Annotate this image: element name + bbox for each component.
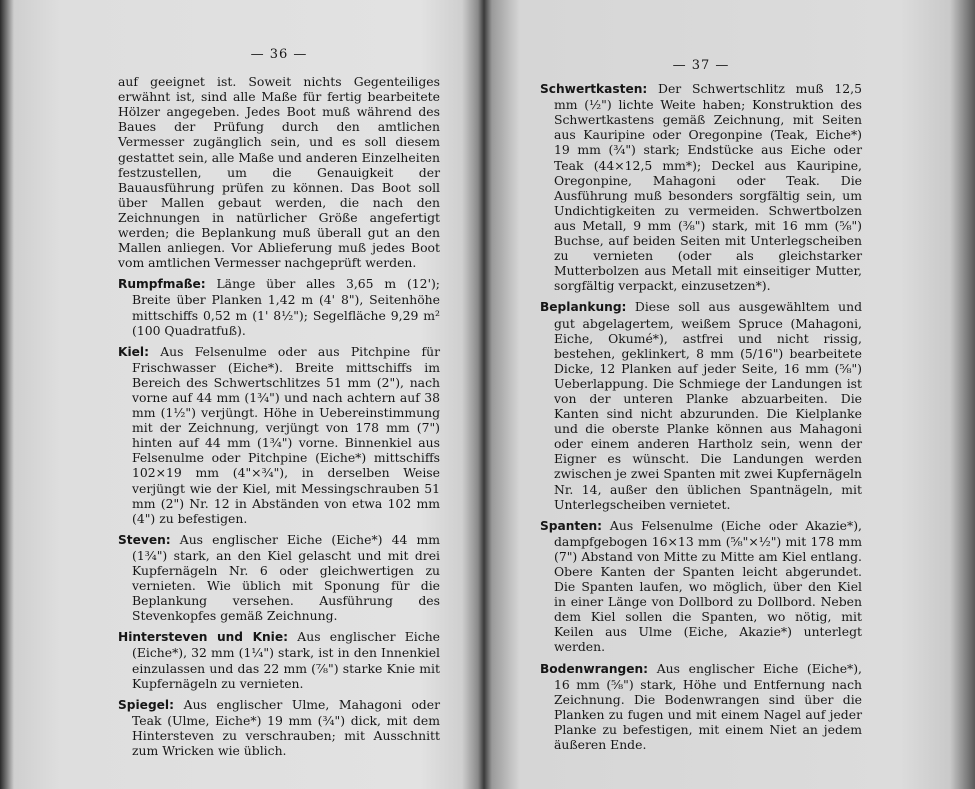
entry-rumpfmasse bbox=[118, 276, 440, 337]
entry-spiegel bbox=[118, 697, 440, 758]
entry-text: Aus englischer Eiche (Eiche*), 32 mm (1¼") stark, ist in den Innenkiel einzulassen und das 22 mm (⅞") starke Knie mit Kupfernägeln zu vernieten. bbox=[132, 629, 441, 691]
entry-heading: Steven: bbox=[118, 532, 171, 547]
entry-text: Aus englischer Eiche (Eiche*), 16 mm (⅝") stark, Höhe und Entfernung nach Zeichnung. Die Bodenwrangen sind über die Planken zu fugen und mit einem Nagel auf jeder Planke zu befestigen, mit einem Niet an jedem äußeren Ende. bbox=[554, 660, 862, 753]
entry-text: Aus englischer Eiche (Eiche*) 44 mm (1¾") stark, an den Kiel gelascht und mit drei Kupfernägeln Nr. 6 oder gleichwertigen zu vernieten. Wie üblich mit Sponung für die Beplankung versehen. Ausführung des Stevenkopfes gemäß Zeichnung. bbox=[132, 531, 440, 624]
entry-heading: Rumpfmaße: bbox=[118, 277, 206, 292]
entry-heading: Beplankung: bbox=[540, 300, 627, 315]
entry-heading: Kiel: bbox=[118, 344, 149, 359]
entry-beplankung bbox=[540, 299, 862, 511]
entry-kiel bbox=[118, 344, 440, 526]
entry-heading: Bodenwrangen: bbox=[540, 661, 649, 676]
intro-paragraph: auf geeignet ist. Soweit nichts Gegenteiliges erwähnt ist, sind alle Maße für fertig bearbeitete Hölzer angegeben. Jedes Boot muß während des Baues der Prüfung durch den amtlichen Vermesser zugänglich sein, und es soll diesem gestattet sein, alle Maße und anderen Einzelheiten festzustellen, um die Genauigkeit der Bauausführung prüfen zu können. Das Boot soll über Mallen gebaut werden, die nach den Zeichnungen in natürlicher Größe angefertigt werden; die Beplankung muß überall gut an den Mallen anliegen. Vor Ablieferung muß jedes Boot vom amtlichen Vermesser nachgeprüft werden. bbox=[118, 74, 440, 271]
entry-text: Aus Felsenulme (Eiche oder Akazie*), dampfgebogen 16×13 mm (⅝"×½") mit 178 mm (7") Abstand von Mitte zu Mitte am Kiel entlang. Obere Kanten der Spanten leicht abgerundet. Die Spanten laufen, wo möglich, über den Kiel in einer Länge von Dollbord zu Dollbord. Neben dem Kiel sollen die Spanten, wo nötig, mit Keilen aus Ulme (Eiche, Akazie*) unterlegt werden. bbox=[554, 517, 862, 655]
entry-steven bbox=[118, 532, 440, 624]
entry-heading: Spanten: bbox=[540, 518, 603, 533]
entry-bodenwrangen bbox=[540, 661, 862, 753]
entry-heading: Schwertkasten: bbox=[540, 82, 648, 97]
entry-text: Aus Felsenulme oder aus Pitchpine für Frischwasser (Eiche*). Breite mittschiffs im Bereich des Schwertschlitzes 51 mm (2"), nach vorne auf 44 mm (1¾") und nach achtern auf 38 mm (1½") verjüngt. Höhe in Uebereinstimmung mit der Zeichnung, verjüngt von 178 mm (7") hinten auf 44 mm (1¾") vorne. Binnenkiel aus Felsenulme oder Pitchpine (Eiche*) mittschiffs 102×19 mm (4"×¾"), in derselben Weise verjüngt wie der Kiel, mit Messingschrauben 51 mm (2") Nr. 12 in Abständen von etwa 102 mm (4") zu befestigen. bbox=[132, 343, 440, 526]
entry-text: Der Schwertschlitz muß 12,5 mm (½") lichte Weite haben; Konstruktion des Schwertkastens gemäß Zeichnung, mit Seiten aus Kauripine oder Oregonpine (Teak, Eiche*) 19 mm (¾") stark; Endstücke aus Eiche oder Teak (44×12,5 mm*); Deckel aus Kauripine, Oregonpine, Mahagoni oder Teak. Die Ausführung muß besonders sorgfältig sein, um Undichtigkeiten zu vermeiden. Schwertbolzen aus Metall, 9 mm (⅜") stark, mit 16 mm (⅝") Buchse, auf beiden Seiten mit Unterlegscheiben zu vernieten (oder als gleichstarker Mutterbolzen aus Metall mit einseitiger Mutter, sorgfältig verpackt, einzusetzen*). bbox=[554, 81, 862, 294]
entry-text: Diese soll aus ausgewähltem und gut abgelagertem, weißem Spruce (Mahagoni, Eiche, Okumé*), astfrei und nicht rissig, bestehen, geklinkert, 8 mm (5/16") bearbeitete Dicke, 12 Planken auf jeder Seite, 16 mm (⅝") Ueberlappung. Die Schmiege der Landungen ist von der unteren Planke abzuarbeiten. Die Kanten sind nicht abzurunden. Die Kielplanke und die oberste Planke können aus Mahagoni oder einem anderen Hartholz sein, wenn der Eigner es wünscht. Die Landungen werden zwischen je zwei Spanten mit zwei Kupfernägeln Nr. 14, außer den üblichen Spantnägeln, mit Unterlegscheiben vernietet. bbox=[554, 299, 862, 512]
page-number: — 37 — bbox=[672, 58, 730, 73]
entry-heading: Hintersteven und Knie: bbox=[118, 630, 289, 645]
entry-schwertkasten bbox=[540, 81, 862, 293]
entry-text: Aus englischer Ulme, Mahagoni oder Teak (Ulme, Eiche*) 19 mm (¾") dick, mit dem Hintersteven zu verschrauben; mit Ausschnitt zum Wricken wie üblich. bbox=[132, 696, 440, 759]
page-number: — 36 — bbox=[250, 47, 308, 62]
right-page bbox=[540, 0, 862, 758]
entry-heading: Spiegel: bbox=[118, 697, 174, 712]
entry-spanten bbox=[540, 518, 862, 655]
entry-hintersteven bbox=[118, 629, 440, 690]
entry-text: Länge über alles 3,65 m (12'); Breite über Planken 1,42 m (4' 8"), Seitenhöhe mittschiffs 0,52 m (1' 8½"); Segelfläche 9,29 m² (100 Quadratfuß). bbox=[132, 276, 440, 338]
left-page bbox=[118, 0, 440, 764]
